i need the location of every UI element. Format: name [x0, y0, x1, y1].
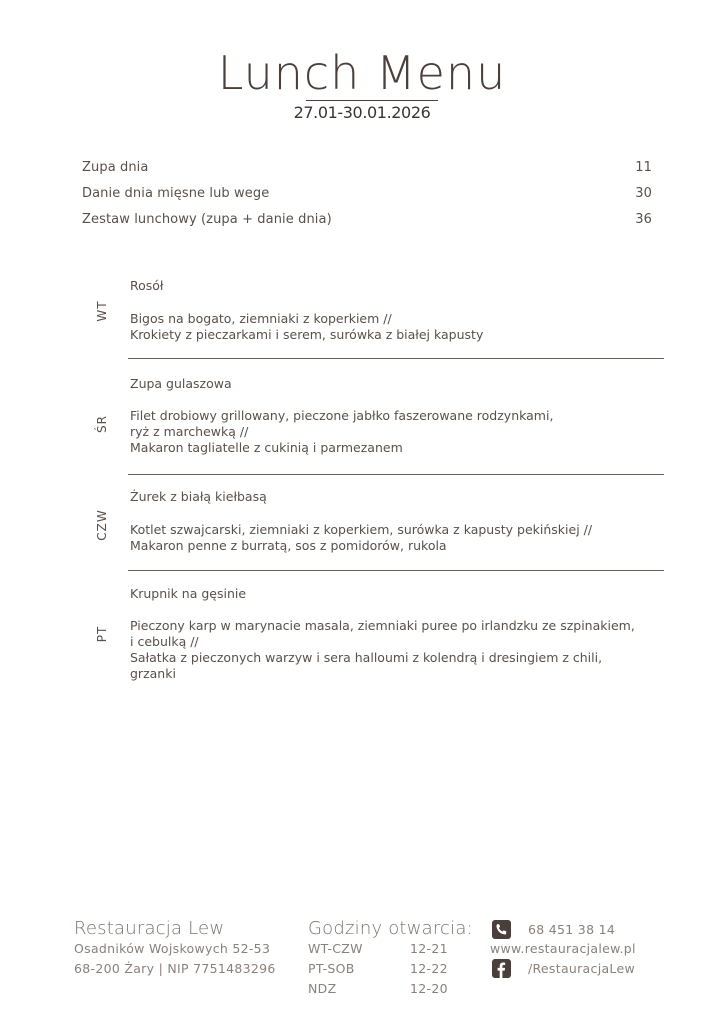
- hours-days: PT-SOB: [308, 961, 355, 976]
- day-label-pt: PT: [95, 625, 109, 643]
- facebook-icon: [492, 959, 511, 978]
- day-main-line: Sałatka z pieczonych warzyw i sera halloumi z kolendrą i dresingiem z chili,: [130, 650, 603, 665]
- hours-title: Godziny otwarcia:: [308, 918, 473, 939]
- phone-icon: [492, 920, 511, 939]
- price-item-value: 11: [635, 160, 652, 175]
- day-main-line: Makaron tagliatelle z cukinią i parmezanem: [130, 440, 403, 455]
- day-soup: Żurek z białą kiełbasą: [130, 489, 267, 504]
- price-row: [82, 160, 652, 175]
- hours-time: 12-21: [410, 941, 448, 956]
- day-divider: [128, 358, 664, 359]
- day-soup: Rosół: [130, 278, 164, 293]
- day-main-line: i cebulką //: [130, 634, 199, 649]
- day-soup: Krupnik na gęsinie: [130, 586, 247, 601]
- address-line-2: 68-200 Żary | NIP 7751483296: [74, 961, 276, 976]
- hours-days: NDZ: [308, 981, 337, 996]
- address-line-1: Osadników Wojskowych 52-53: [74, 941, 271, 956]
- website-link[interactable]: www.restauracjalew.pl: [490, 941, 636, 956]
- day-label-sr: ŚR: [95, 415, 109, 433]
- day-label-wt: WT: [95, 300, 109, 322]
- price-item-value: 36: [635, 212, 652, 227]
- menu-dates: 27.01-30.01.2026: [293, 103, 431, 122]
- price-row: [82, 186, 652, 201]
- price-item-name: Danie dnia mięsne lub wege: [82, 186, 270, 201]
- restaurant-name: Restauracja Lew: [74, 918, 225, 939]
- hours-time: 12-20: [410, 981, 448, 996]
- menu-title: Lunch Menu: [217, 46, 507, 100]
- day-main-line: Krokiety z pieczarkami i serem, surówka z białej kapusty: [130, 327, 484, 342]
- day-soup: Zupa gulaszowa: [130, 376, 232, 391]
- price-item-name: Zestaw lunchowy (zupa + danie dnia): [82, 212, 332, 227]
- day-divider: [128, 570, 664, 571]
- day-main-line: Makaron penne z burratą, sos z pomidorów, rukola: [130, 538, 447, 553]
- day-divider: [128, 474, 664, 475]
- day-main-line: Pieczony karp w marynacie masala, ziemniaki puree po irlandzku ze szpinakiem,: [130, 618, 635, 633]
- phone-number: 68 451 38 14: [528, 922, 616, 937]
- facebook-link[interactable]: /RestauracjaLew: [528, 961, 635, 976]
- price-item-name: Zupa dnia: [82, 160, 149, 175]
- day-main-line: grzanki: [130, 666, 176, 681]
- title-underline: [306, 100, 438, 101]
- day-main-line: Kotlet szwajcarski, ziemniaki z koperkiem, surówka z kapusty pekińskiej //: [130, 522, 593, 537]
- day-main-line: Filet drobiowy grillowany, pieczone jabłko faszerowane rodzynkami,: [130, 408, 554, 423]
- day-main-line: ryż z marchewką //: [130, 424, 249, 439]
- price-row: [82, 212, 652, 227]
- hours-time: 12-22: [410, 961, 448, 976]
- day-label-czw: CZW: [95, 509, 109, 541]
- day-main-line: Bigos na bogato, ziemniaki z koperkiem //: [130, 311, 392, 326]
- price-item-value: 30: [635, 186, 652, 201]
- hours-days: WT-CZW: [308, 941, 363, 956]
